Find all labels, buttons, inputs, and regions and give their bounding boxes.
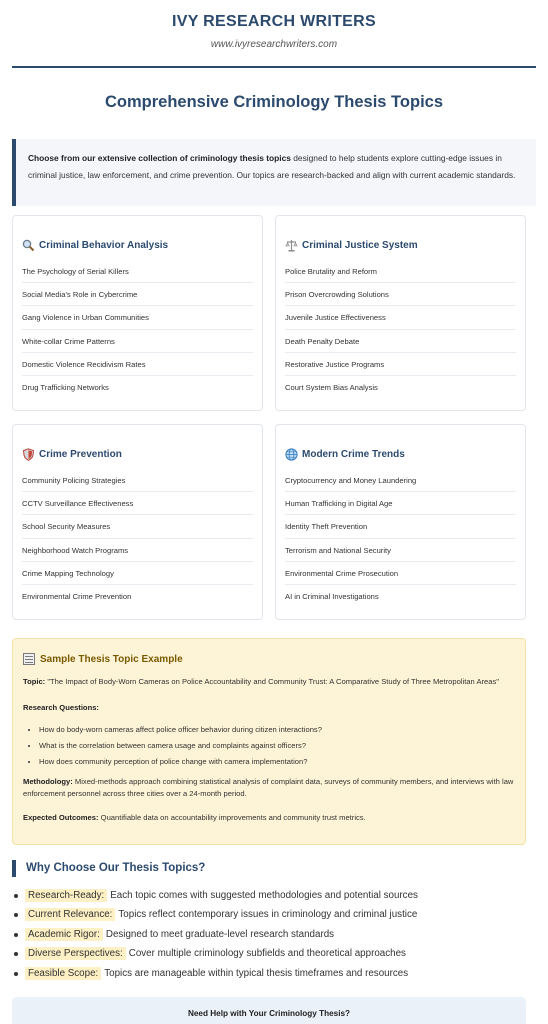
why-item-text: Designed to meet graduate-level research standards: [105, 928, 335, 940]
why-item-text: Topics are manageable within typical thesis timeframes and resources: [104, 967, 409, 979]
topic-item[interactable]: Death Penalty Debate: [285, 330, 516, 353]
why-item-text: Topics reflect contemporary issues in criminology and criminal justice: [118, 909, 418, 921]
category-card-criminal-behavior: [12, 215, 263, 411]
why-item-label: Current Relevance:: [25, 908, 115, 921]
topic-item[interactable]: Gang Violence in Urban Communities: [22, 306, 253, 329]
scales-icon: [285, 239, 298, 252]
research-questions-label: Research Questions:: [23, 703, 99, 712]
category-title: [285, 447, 516, 461]
outcomes-label: Expected Outcomes:: [23, 813, 99, 822]
brand-name[interactable]: IVY RESEARCH WRITERS: [172, 13, 376, 30]
topic-item[interactable]: Restorative Justice Programs: [285, 353, 516, 376]
sample-topic: [23, 676, 515, 688]
why-item: [12, 925, 526, 944]
outcomes-text: Quantifiable data on accountability improvements and community trust metrics.: [98, 813, 366, 822]
why-choose-heading: Why Choose Our Thesis Topics?: [12, 860, 205, 877]
category-title-text: Crime Prevention: [39, 448, 122, 460]
topic-label: Topic:: [23, 677, 46, 686]
globe-icon: [285, 448, 298, 461]
help-cta-title: Need Help with Your Criminology Thesis?: [187, 1009, 351, 1018]
topic-list: [22, 260, 253, 399]
why-item-text: Each topic comes with suggested methodologies and potential sources: [110, 890, 418, 901]
category-title: [285, 238, 516, 252]
topic-list: [22, 469, 253, 608]
topic-item[interactable]: Environmental Crime Prevention: [22, 591, 132, 601]
why-item: [12, 944, 526, 963]
topic-item[interactable]: Terrorism and National Security: [285, 539, 516, 562]
why-item-text: Cover multiple criminology subfields and theoretical approaches: [128, 948, 406, 960]
intro-text: designed to help students explore cutting-edge issues in criminal justice, law enforcement, and crime prevention. Our topics are research-backed and align with current academic standards.: [28, 153, 516, 180]
topic-item[interactable]: Crime Mapping Technology: [22, 562, 253, 585]
topic-item[interactable]: Police Brutality and Reform: [285, 260, 516, 283]
topic-item[interactable]: Juvenile Justice Effectiveness: [285, 306, 516, 329]
category-title: [22, 238, 253, 252]
topic-item[interactable]: CCTV Surveillance Effectiveness: [22, 492, 253, 515]
topic-item[interactable]: White-collar Crime Patterns: [22, 330, 253, 353]
methodology: [23, 776, 515, 800]
topic-item[interactable]: Community Policing Strategies: [22, 469, 253, 492]
topic-item[interactable]: Human Trafficking in Digital Age: [285, 492, 516, 515]
topic-list: [285, 260, 516, 399]
magnifying-glass-icon: [22, 239, 35, 252]
sample-title: [23, 652, 515, 666]
methodology-text: Mixed-methods approach combining statistical analysis of complaint data, surveys of community members, and interviews with law enforcement personnel across three cities over a 24-month period.: [23, 777, 514, 798]
topic-item[interactable]: Domestic Violence Recidivism Rates: [22, 353, 253, 376]
category-card-criminal-justice: [275, 215, 526, 411]
category-title-text: Criminal Justice System: [302, 239, 418, 251]
research-question: • How does community perception of police change with camera implementation?: [39, 754, 515, 770]
topic-text: "The Impact of Body-Worn Cameras on Police Accountability and Community Trust: A Comparative Study of Three Metropolitan Areas": [45, 677, 499, 686]
why-item-label: Feasible Scope:: [25, 967, 101, 980]
topic-list: [285, 469, 516, 608]
why-item: [12, 905, 526, 924]
topic-item[interactable]: The Psychology of Serial Killers: [22, 260, 253, 283]
site-header: [0, 0, 548, 50]
why-item: [12, 886, 526, 905]
research-question: • What is the correlation between camera usage and complaints against officers?: [39, 738, 515, 754]
why-item-label: Research-Ready:: [25, 889, 107, 902]
category-title: [22, 447, 253, 461]
expected-outcomes: [23, 812, 515, 824]
intro-box: [12, 139, 536, 206]
topic-item[interactable]: Neighborhood Watch Programs: [22, 539, 253, 562]
topic-item[interactable]: Drug Trafficking Networks: [22, 382, 109, 392]
notepad-icon: [23, 653, 35, 665]
intro-bold: Choose from our extensive collection of criminology thesis topics: [28, 153, 291, 163]
category-title-text: Modern Crime Trends: [302, 448, 405, 460]
topic-item[interactable]: Environmental Crime Prosecution: [285, 562, 516, 585]
category-card-modern-trends: [275, 424, 526, 620]
topic-item[interactable]: Court System Bias Analysis: [285, 382, 378, 392]
topic-item[interactable]: AI in Criminal Investigations: [285, 591, 379, 601]
category-card-crime-prevention: [12, 424, 263, 620]
why-item: [12, 964, 526, 983]
sample-thesis-box: [12, 638, 526, 845]
topic-item[interactable]: Identity Theft Prevention: [285, 515, 516, 538]
page-title: Comprehensive Criminology Thesis Topics: [104, 93, 444, 111]
topic-item[interactable]: Cryptocurrency and Money Laundering: [285, 469, 516, 492]
why-choose-list: [12, 886, 526, 983]
site-url[interactable]: www.ivyresearchwriters.com: [210, 39, 338, 50]
why-item-label: Diverse Perspectives:: [25, 947, 126, 960]
topic-item[interactable]: School Security Measures: [22, 515, 253, 538]
why-item-label: Academic Rigor:: [25, 928, 103, 941]
help-cta-box[interactable]: [12, 997, 526, 1024]
topic-item[interactable]: Social Media's Role in Cybercrime: [22, 283, 253, 306]
header-divider: [12, 66, 536, 68]
research-question: • How do body-worn cameras affect police officer behavior during citizen interactions?: [39, 722, 515, 738]
category-title-text: Criminal Behavior Analysis: [39, 239, 169, 251]
research-questions-list: [23, 722, 515, 770]
shield-icon: [22, 448, 35, 461]
methodology-label: Methodology:: [23, 777, 73, 786]
topic-item[interactable]: Prison Overcrowding Solutions: [285, 283, 516, 306]
sample-title-text: Sample Thesis Topic Example: [40, 653, 183, 665]
